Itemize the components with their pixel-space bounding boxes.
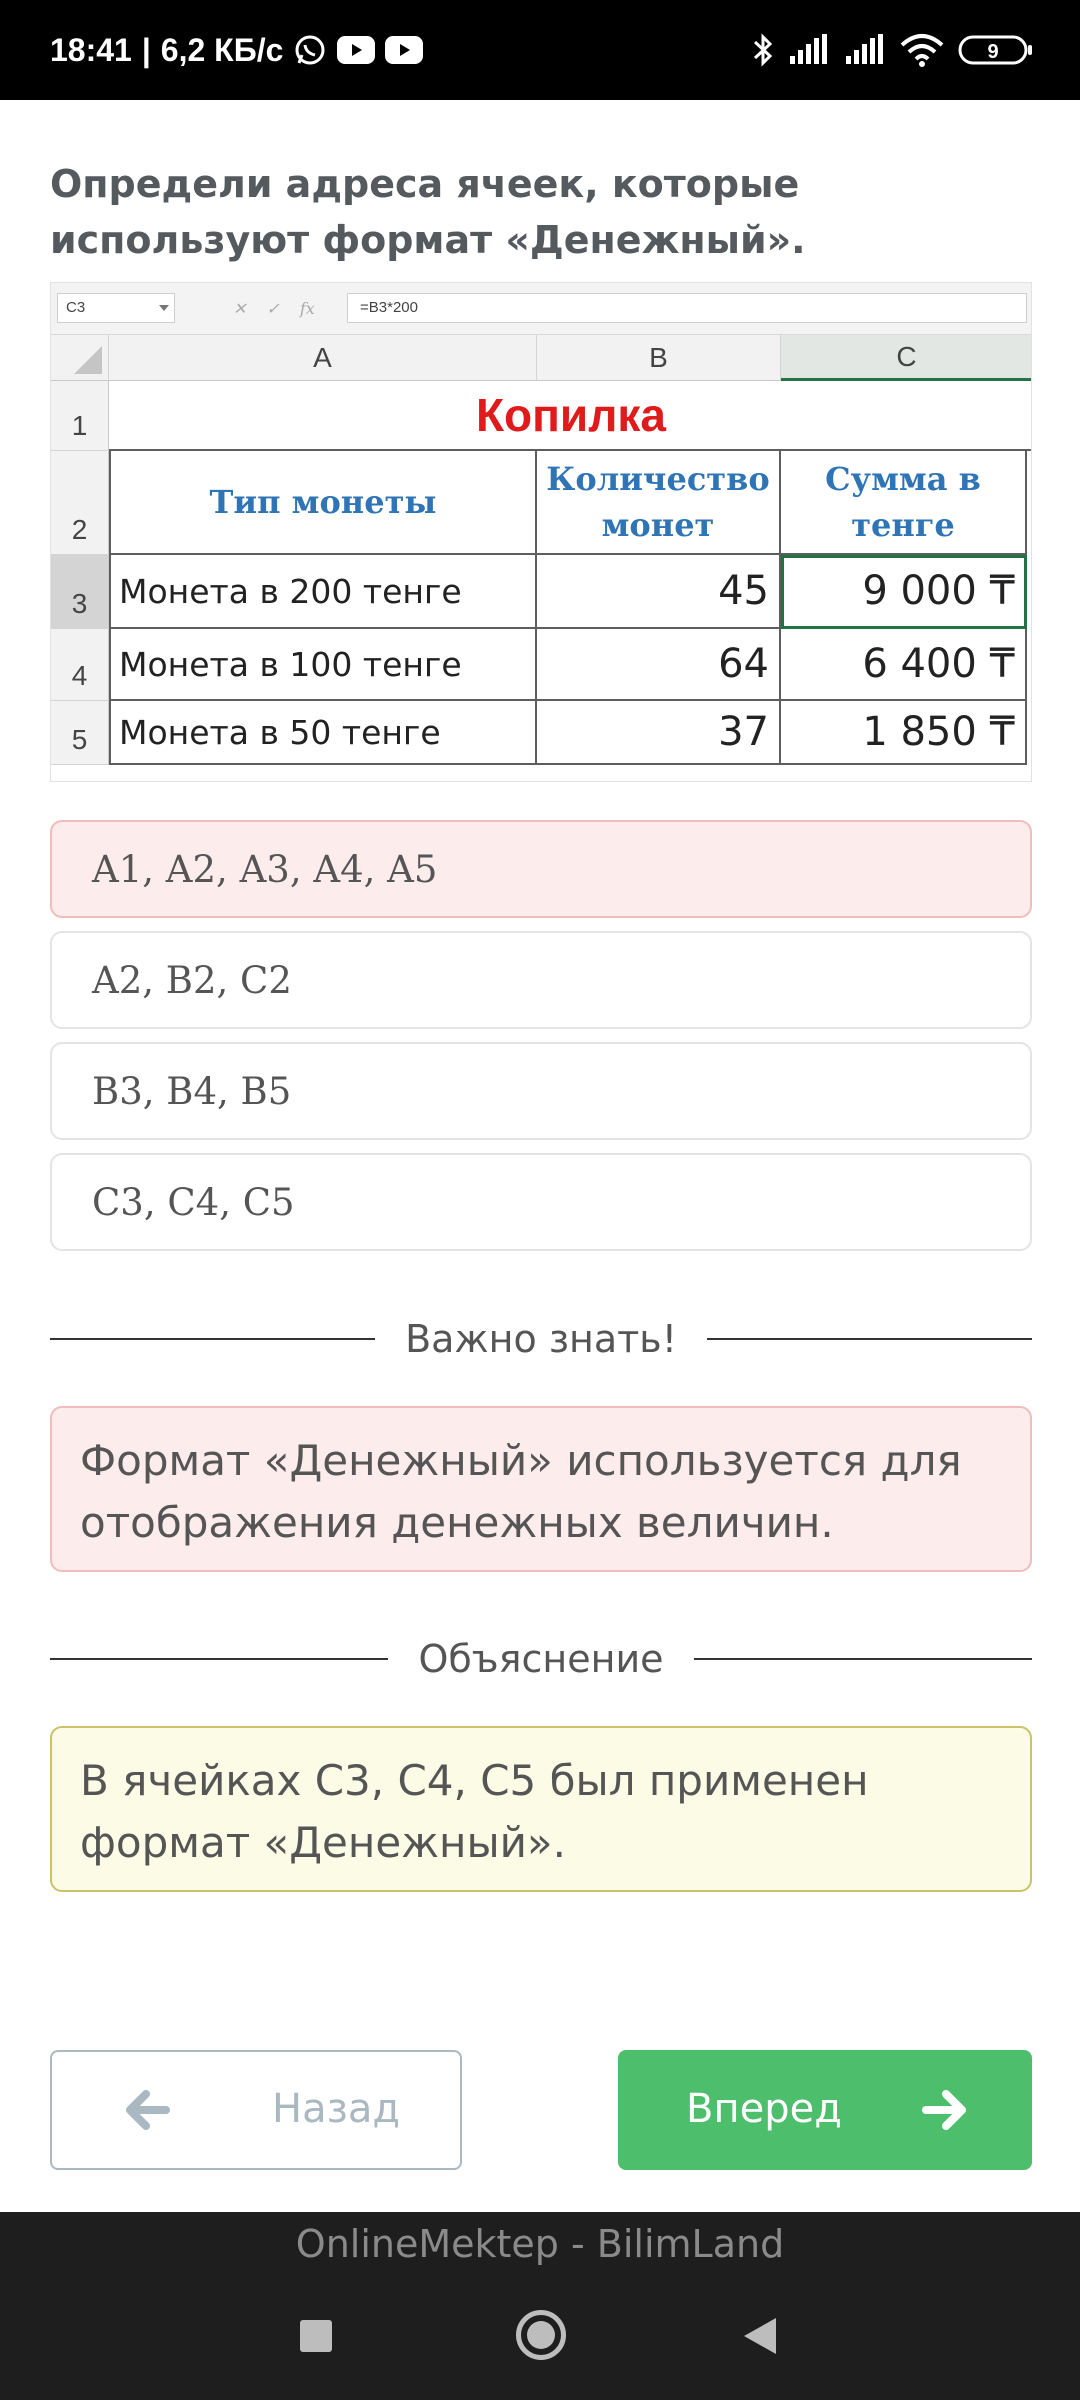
explanation-box: В ячейках C3, C4, C5 был применен формат «Денежный». [50,1726,1032,1892]
signal-icon [844,34,886,66]
cell-a4: Монета в 100 тенге [109,629,537,701]
chevron-down-icon [159,305,169,311]
select-all-corner [51,335,109,381]
clock: 18:41 [50,31,132,68]
divider-line [50,1658,388,1660]
answer-option-1[interactable]: A1, A2, A3, A4, A5 [50,820,1032,918]
check-icon: ✓ [266,298,280,318]
formula-input: =B3*200 [347,293,1027,323]
cell-b4: 64 [537,629,781,701]
answer-option-2[interactable]: A2, B2, C2 [50,931,1032,1029]
answer-option-3[interactable]: B3, B4, B5 [50,1042,1032,1140]
column-header-a: A [109,335,537,381]
header-sum: Сумма в тенге [781,451,1027,555]
formula-controls [219,293,359,323]
divider-line [707,1338,1032,1340]
footer-brand: OnlineMektep - BilimLand [295,2222,785,2266]
signal-icon [788,34,830,66]
back-button[interactable] [50,2050,462,2170]
explanation-divider [50,1634,1032,1684]
cancel-icon: ✕ [233,298,247,318]
row-header-2: 2 [51,451,109,555]
status-bar-left [50,32,423,69]
row-header-1: 1 [51,381,109,451]
name-box: C3 [57,293,175,323]
cell-c4: 6 400 ₸ [781,629,1027,701]
column-header-b: B [537,335,781,381]
youtube-icon [385,36,423,64]
row-header-3: 3 [51,555,109,629]
battery-level: 9 [987,41,999,63]
header-coin-type: Тип монеты [109,451,537,555]
divider-line [50,1338,375,1340]
back-button-label: Назад [272,2086,401,2132]
youtube-icon [337,36,375,64]
arrow-left-icon [124,2082,170,2148]
whatsapp-icon [293,33,327,67]
battery-icon [958,34,1034,66]
column-header-c: C [781,335,1032,381]
wifi-icon [900,33,944,67]
spreadsheet-image [50,282,1032,782]
cell-c5: 1 850 ₸ [781,701,1027,765]
arrow-right-icon [922,2082,968,2148]
cell-b3: 45 [537,555,781,629]
back-nav-icon[interactable] [744,2318,776,2354]
header-count: Количество монет [537,451,781,555]
sheet-title: Копилка [109,381,1032,451]
status-bar-right [752,32,1034,68]
network-speed: 6,2 КБ/с [160,31,284,68]
answer-option-4[interactable]: C3, C4, C5 [50,1153,1032,1251]
bluetooth-icon [752,32,774,68]
fx-icon: fx [299,298,315,318]
question-text: Определи адреса ячеек, которые используют формат «Денежный». [50,162,806,262]
important-box: Формат «Денежный» используется для отображения денежных величин. [50,1406,1032,1572]
cell-a5: Монета в 50 тенге [109,701,537,765]
important-divider [50,1314,1032,1364]
status-separator: | [141,31,151,68]
next-button[interactable] [618,2050,1032,2170]
row-header-4: 4 [51,629,109,701]
next-button-label: Вперед [686,2086,842,2132]
important-heading: Важно знать! [405,1317,677,1361]
divider-line [694,1658,1032,1660]
explanation-heading: Объяснение [418,1637,664,1681]
row-header-5: 5 [51,701,109,765]
cell-c3: 9 000 ₸ [781,555,1027,629]
home-icon-dot [527,2321,555,2349]
status-bar [0,0,1080,100]
cell-b5: 37 [537,701,781,765]
formula-bar [51,283,1032,335]
cell-a3: Монета в 200 тенге [109,555,537,629]
recents-icon[interactable] [300,2320,332,2352]
